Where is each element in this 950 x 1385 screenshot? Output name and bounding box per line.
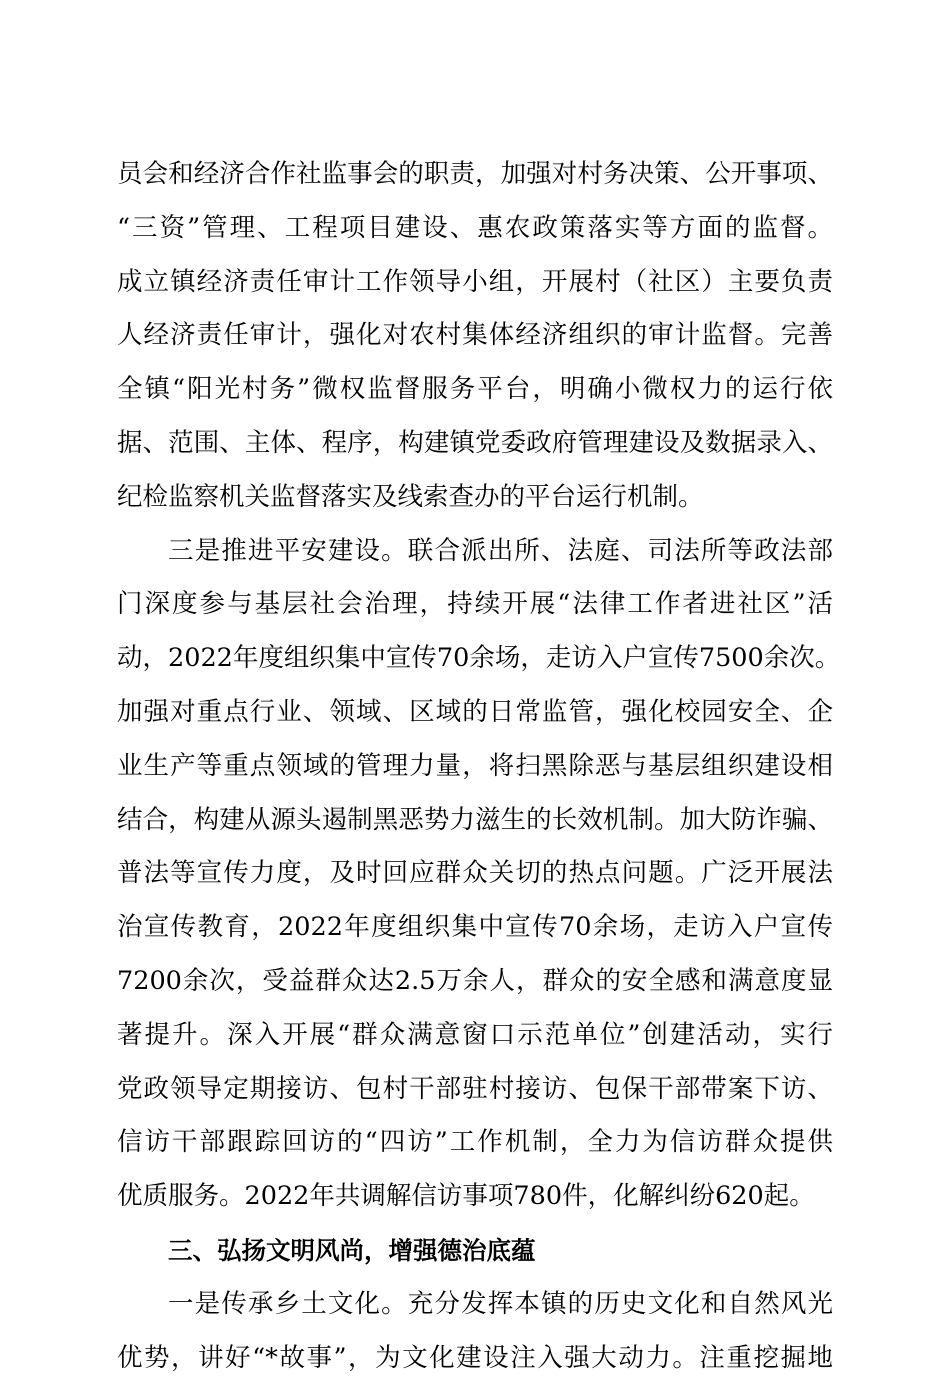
text-line: 优势，讲好“*故事”，为文化建设注入强大动力。注重挖掘地 bbox=[117, 1342, 833, 1373]
text-line: “三资”管理、工程项目建设、惠农政策落实等方面的监督。 bbox=[117, 212, 833, 243]
text-line: 据、范围、主体、程序，构建镇党委政府管理建设及数据录入、 bbox=[117, 427, 833, 458]
text-line: 党政领导定期接访、包村干部驻村接访、包保干部带案下访、 bbox=[117, 1073, 833, 1104]
text-line: 治宣传教育，2022年度组织集中宣传70余场，走访入户宣传 bbox=[117, 912, 833, 943]
paragraph-start-line: 三是推进平安建设。联合派出所、法庭、司法所等政法部 bbox=[168, 535, 833, 566]
section-heading: 三、弘扬文明风尚，增强德治底蕴 bbox=[168, 1235, 536, 1265]
text-line: 人经济责任审计，强化对农村集体经济组织的审计监督。完善 bbox=[117, 320, 833, 351]
body-text bbox=[117, 148, 841, 1385]
text-line: 纪检监察机关监督落实及线索查办的平台运行机制。 bbox=[117, 481, 704, 512]
text-line: 7200余次，受益群众达2.5万余人，群众的安全感和满意度显 bbox=[117, 965, 833, 996]
text-line: 加强对重点行业、领域、区域的日常监管，强化校园安全、企 bbox=[117, 696, 833, 727]
text-line: 业生产等重点领域的管理力量，将扫黑除恶与基层组织建设相 bbox=[117, 750, 833, 781]
paragraph-start-line: 一是传承乡土文化。充分发挥本镇的历史文化和自然风光 bbox=[168, 1288, 833, 1319]
text-line: 优质服务。2022年共调解信访事项780件，化解纠纷620起。 bbox=[117, 1181, 815, 1212]
text-line: 门深度参与基层社会治理，持续开展“法律工作者进社区”活 bbox=[117, 589, 833, 620]
text-line: 著提升。深入开展“群众满意窗口示范单位”创建活动，实行 bbox=[117, 1019, 833, 1050]
text-line: 结合，构建从源头遏制黑恶势力滋生的长效机制。加大防诈骗、 bbox=[117, 804, 833, 835]
text-line: 信访干部跟踪回访的“四访”工作机制，全力为信访群众提供 bbox=[117, 1127, 833, 1158]
text-line: 普法等宣传力度，及时回应群众关切的热点问题。广泛开展法 bbox=[117, 858, 833, 889]
text-line: 全镇“阳光村务”微权监督服务平台，明确小微权力的运行依 bbox=[117, 374, 833, 405]
text-line: 员会和经济合作社监事会的职责，加强对村务决策、公开事项、 bbox=[117, 159, 833, 189]
text-line: 动，2022年度组织集中宣传70余场，走访入户宣传7500余次。 bbox=[117, 643, 841, 674]
text-line: 成立镇经济责任审计工作领导小组，开展村（社区）主要负责 bbox=[117, 266, 833, 297]
